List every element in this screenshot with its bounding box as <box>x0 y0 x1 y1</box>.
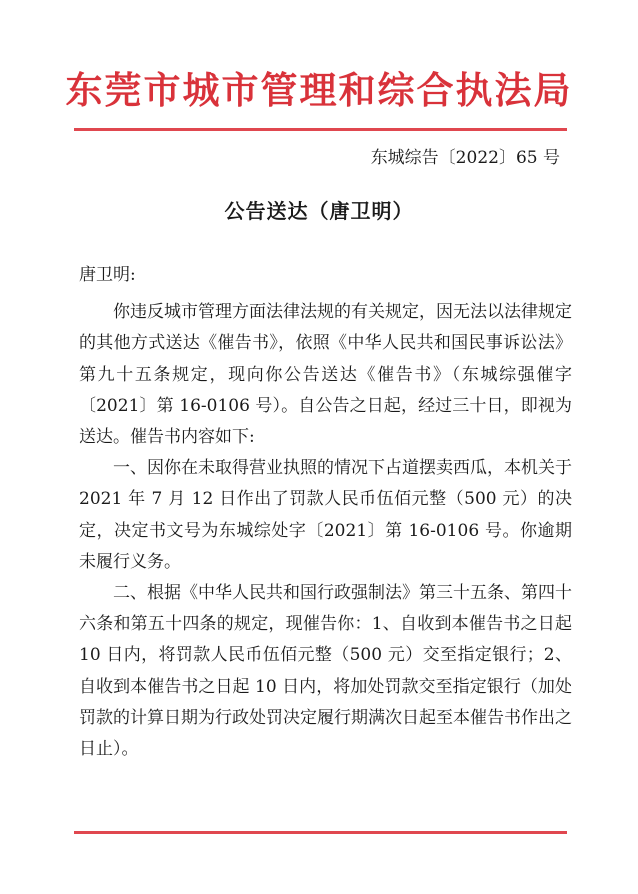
document-body <box>79 260 572 765</box>
document-number: 东城综告〔2022〕65 号 <box>370 148 560 168</box>
footer-divider <box>74 831 567 834</box>
document-title: 公告送达（唐卫明） <box>224 199 414 223</box>
body-paragraph-two: 二、根据《中华人民共和国行政强制法》第三十五条、第四十六条和第五十四条的规定，现催告你：1、自收到本催告书之日起 10 日内，将罚款人民币伍佰元整（500 元）交至指定银行；2、自收到本催告书之日起 10 日内，将加处罚款交至指定银行（加处罚款的计算日期为行政处罚决定履行期满次日起至本催告书作出之日止）。 <box>79 583 572 760</box>
header-divider <box>74 128 567 131</box>
salutation: 唐卫明: <box>79 265 136 285</box>
body-paragraph-one: 一、因你在未取得营业执照的情况下占道摆卖西瓜，本机关于 2021 年 7 月 12 日作出了罚款人民币伍佰元整（500 元）的决定，决定书文号为东城综处字〔2021〕第 16-0106 号。你逾期未履行义务。 <box>79 458 572 572</box>
letterhead: 东莞市城市管理和综合执法局 <box>65 68 573 112</box>
body-paragraph-intro: 你违反城市管理方面法律法规的有关规定，因无法以法律规定的其他方式送达《催告书》，依照《中华人民共和国民事诉讼法》第九十五条规定，现向你公告送达《催告书》（东城综强催字〔2021〕第 16-0106 号）。自公告之日起，经过三十日，即视为送达。催告书内容如下: <box>79 302 572 448</box>
